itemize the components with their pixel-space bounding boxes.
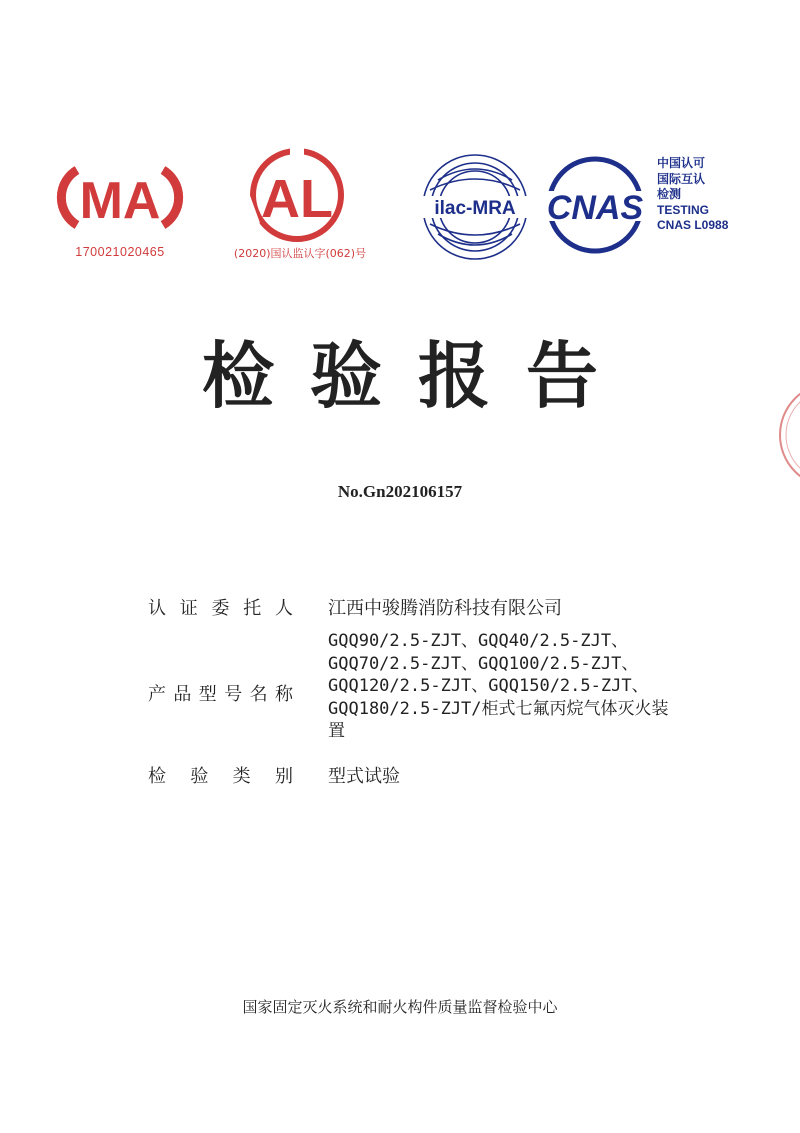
- ilac-mra-logo: [418, 150, 533, 265]
- cma-logo: [55, 160, 185, 235]
- inspection-type-label: 检验类别: [148, 766, 293, 787]
- client-value: 江西中骏腾消防科技有限公司: [328, 598, 562, 619]
- product-line: GQQ180/2.5-ZJT/柜式七氟丙烷气体灭火装: [328, 698, 669, 719]
- ilac-mark-text: ilac-MRA: [434, 198, 516, 219]
- product-line: GQQ120/2.5-ZJT、GQQ150/2.5-ZJT、: [328, 676, 649, 696]
- cma-mark-text: MA: [79, 172, 161, 230]
- product-line: GQQ90/2.5-ZJT、GQQ40/2.5-ZJT、: [328, 631, 629, 651]
- inspection-type-value: 型式试验: [328, 766, 400, 787]
- cma-number: 170021020465: [75, 245, 165, 259]
- issuer-footer: 国家固定灭火系统和耐火构件质量监督检验中心: [242, 998, 558, 1016]
- report-number: No.Gn202106157: [337, 482, 463, 501]
- product-label: 产品型号名称: [148, 684, 293, 705]
- page-title: 检验报告: [201, 333, 634, 418]
- cnas-mark-text: CNAS: [546, 189, 644, 227]
- al-logo: [243, 145, 351, 245]
- product-line: GQQ70/2.5-ZJT、GQQ100/2.5-ZJT、: [328, 653, 639, 674]
- seal-stamp-fragment: [770, 380, 800, 490]
- al-mark-text: AL: [261, 169, 333, 229]
- cnas-logo: [536, 155, 654, 255]
- product-value: [328, 630, 768, 743]
- cnas-line: 国际互认: [657, 171, 706, 186]
- cnas-line: 检测: [657, 187, 682, 201]
- cnas-accreditation-text: [657, 156, 767, 234]
- client-label: 认证委托人: [148, 598, 293, 619]
- al-cert-number: (2020)国认监认字(062)号: [233, 247, 367, 260]
- product-line: 置: [328, 721, 345, 741]
- cnas-line: 中国认可: [657, 156, 706, 170]
- cnas-line: TESTING: [657, 202, 710, 217]
- cnas-line: CNAS L0988: [657, 218, 729, 232]
